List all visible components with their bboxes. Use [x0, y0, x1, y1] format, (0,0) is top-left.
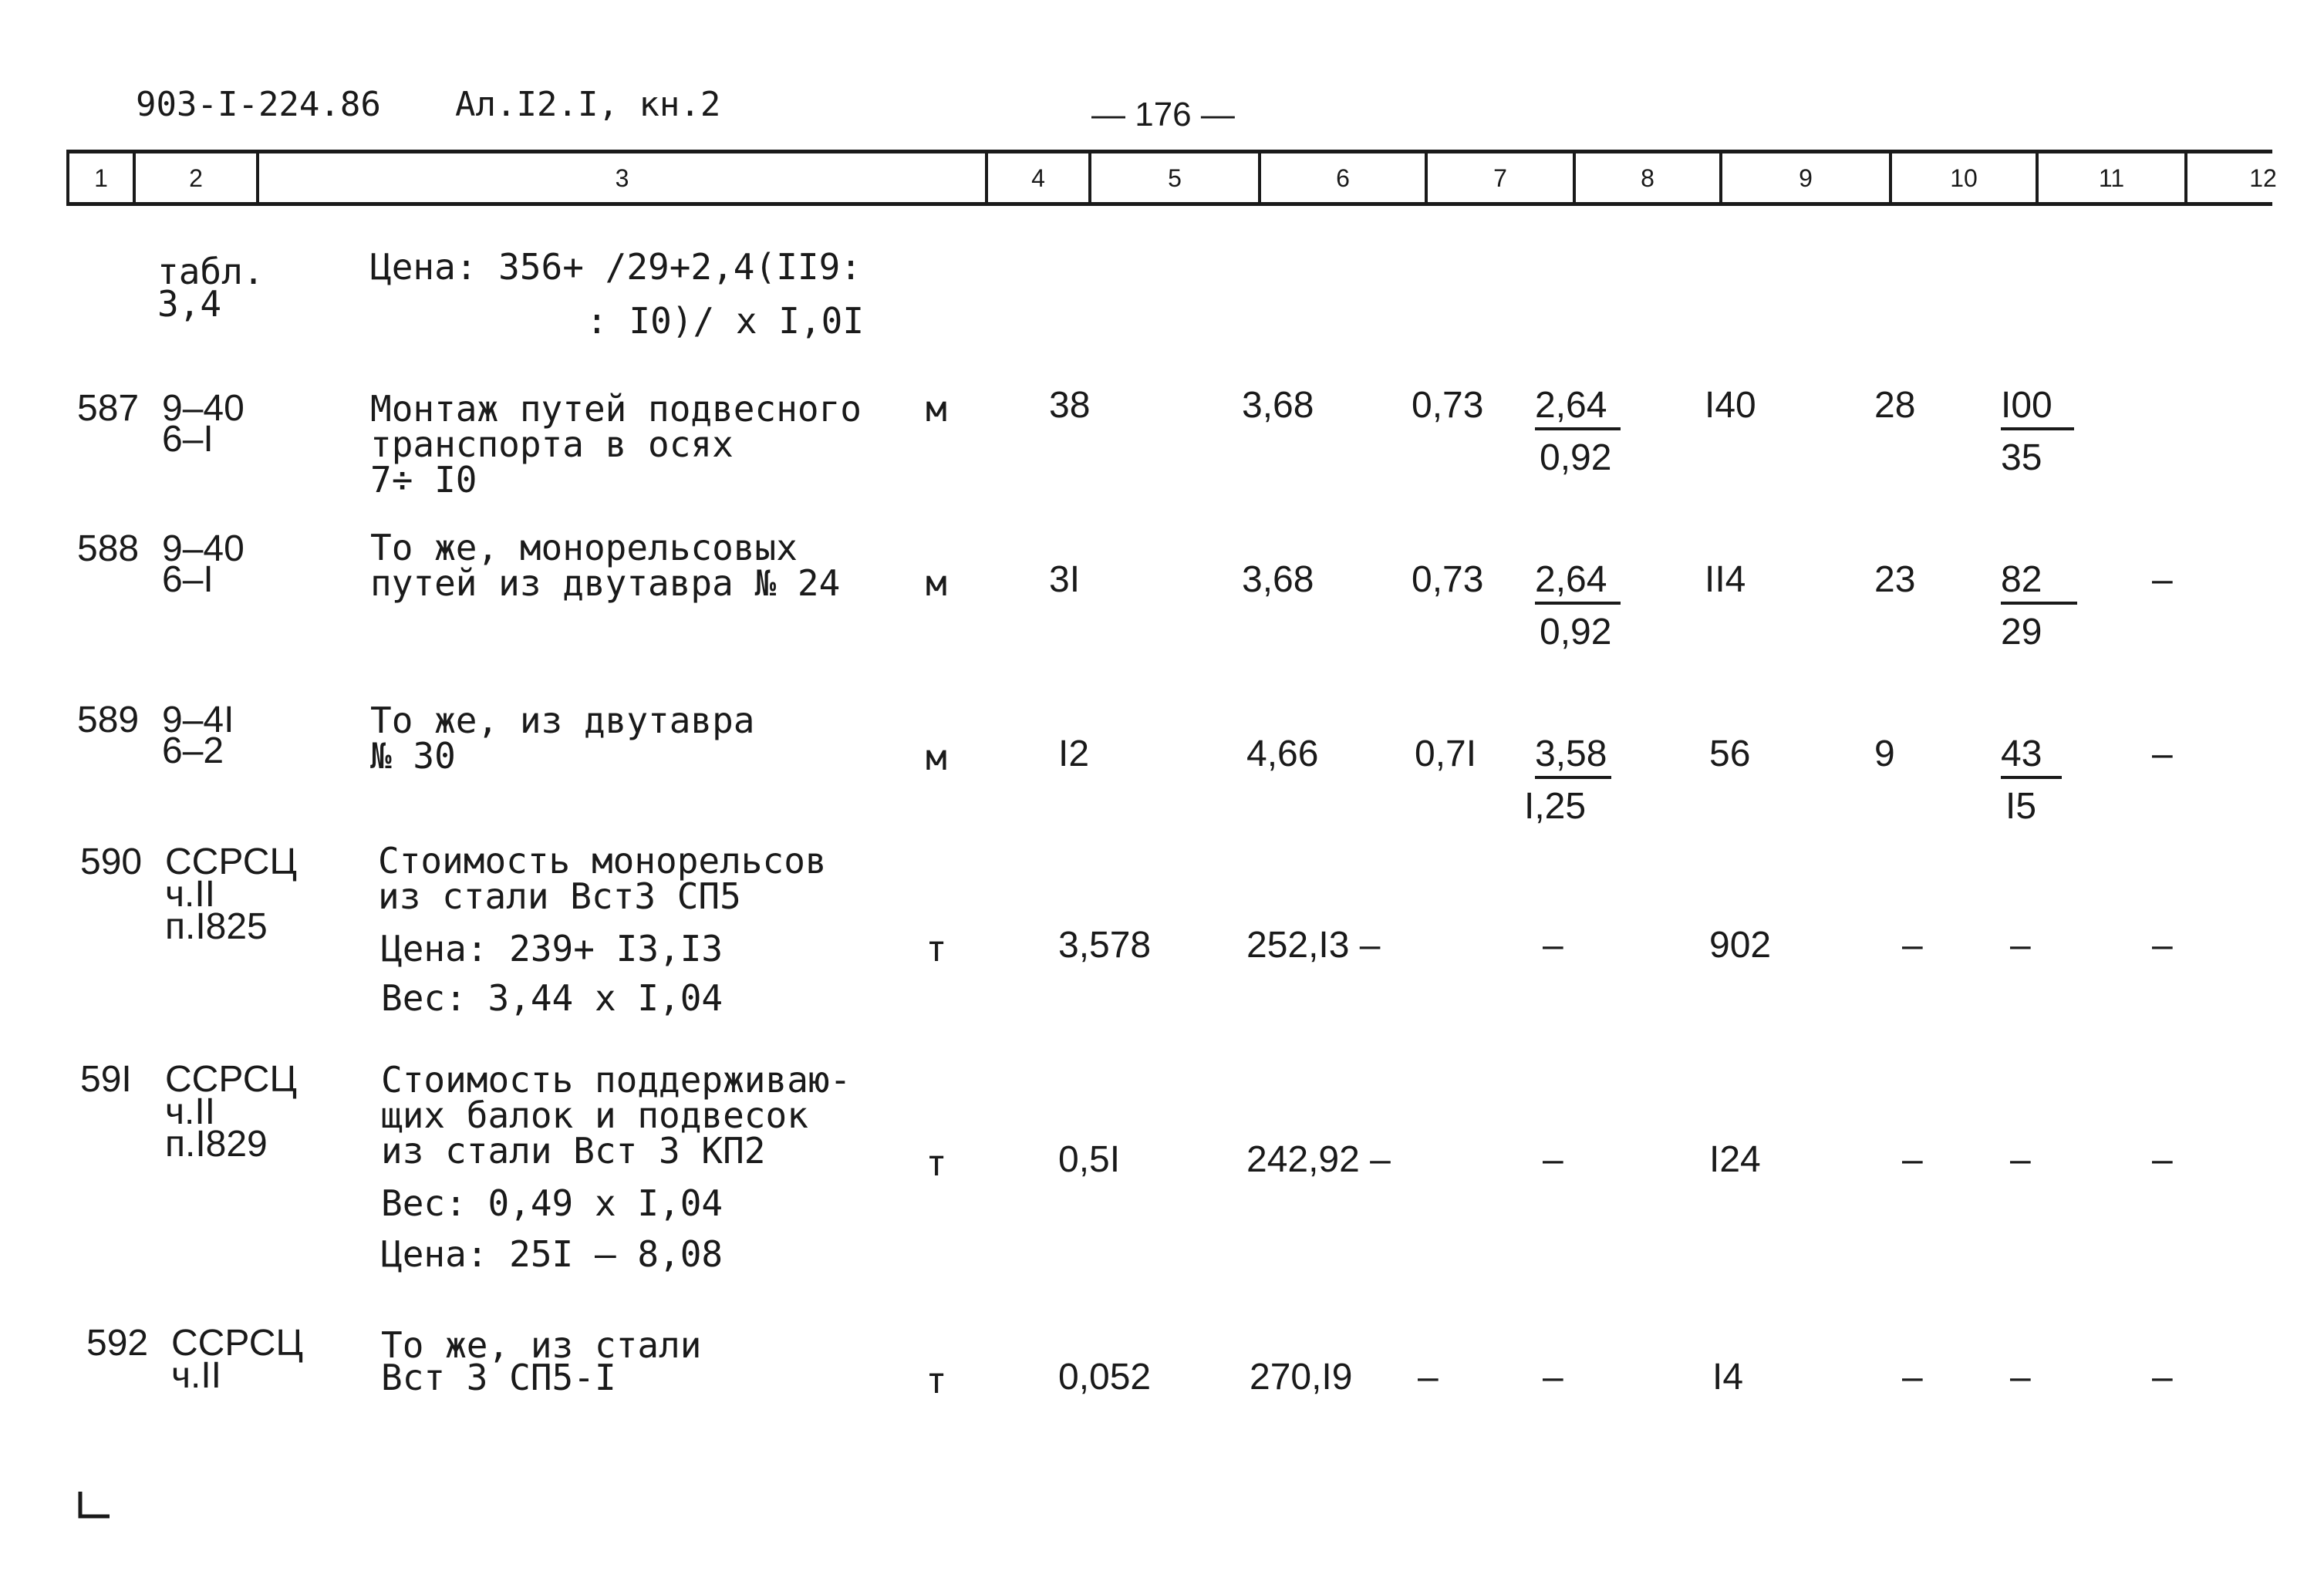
row-description-line: Цена: 25I – 8,08: [381, 1233, 724, 1275]
row-col8-denominator: 0,92: [1540, 612, 1612, 652]
row-number: 589: [77, 700, 140, 740]
page-number: — 176 —: [1091, 96, 1235, 133]
row-col12: –: [2152, 1139, 2173, 1180]
fraction-numerator: 2,64: [1535, 387, 1621, 430]
document-code: 903-I-224.86: [136, 85, 381, 124]
row-col12: –: [2152, 1357, 2173, 1398]
row-description-line: транспорта в осях: [370, 423, 734, 465]
corner-mark-icon: [77, 1490, 114, 1521]
row-col6: 3,68: [1242, 385, 1314, 426]
row-quantity: 0,052: [1058, 1357, 1152, 1398]
row-description-line: Цена: 239+ I3,I3: [381, 928, 724, 969]
row-description-line: Вст 3 СП5-I: [381, 1357, 616, 1398]
row-col9: 902: [1709, 925, 1772, 966]
preamble-text-line: Цена: 356+ /29+2,4(II9:: [370, 246, 862, 288]
row-description-line: Вес: 3,44 х I,04: [381, 977, 724, 1019]
row-description-line: путей из двутавра № 24: [370, 562, 841, 604]
row-col10: 28: [1874, 385, 1916, 426]
row-col11-numerator: [2001, 387, 2074, 430]
row-col8-numerator: [1535, 561, 1621, 605]
row-col8-denominator: I,25: [1524, 786, 1587, 827]
row-col9: I4: [1712, 1357, 1744, 1398]
row-unit: м: [926, 737, 947, 778]
fraction-numerator: 82: [2001, 561, 2077, 605]
row-col9: II4: [1705, 559, 1746, 600]
column-number: 5: [1088, 153, 1258, 204]
row-col9: 56: [1709, 733, 1751, 774]
row-code-line: ч.II: [171, 1355, 222, 1396]
row-col7: 0,7I: [1415, 733, 1477, 774]
row-col11-numerator: [2001, 733, 2062, 779]
row-number: 588: [77, 528, 140, 569]
row-col12: –: [2152, 925, 2173, 966]
row-description-line: То же, из двутавра: [370, 700, 755, 741]
row-code-line: п.I829: [165, 1124, 268, 1165]
row-code-line: ч.II: [165, 874, 216, 915]
row-col8-denominator: 0,92: [1540, 437, 1612, 478]
preamble-code-line: табл.: [157, 251, 265, 292]
column-number-header: [66, 153, 2277, 204]
row-code-line: 9–40: [162, 528, 245, 569]
row-code-line: ч.II: [165, 1091, 216, 1132]
row-description-line: Стоимость монорельсов: [378, 840, 827, 882]
row-col6: 3,68: [1242, 559, 1314, 600]
row-col9: I24: [1709, 1139, 1761, 1180]
row-col8: –: [1543, 1357, 1563, 1398]
row-quantity: 3I: [1049, 559, 1081, 600]
column-number: 11: [2036, 153, 2184, 204]
row-col10: –: [1902, 925, 1923, 966]
row-number: 59I: [80, 1059, 132, 1100]
row-col7: 0,73: [1412, 559, 1484, 600]
row-col11-denominator: 29: [2001, 612, 2042, 652]
row-description-line: Монтаж путей подвесного: [370, 388, 862, 430]
row-col10: 9: [1874, 733, 1895, 774]
column-number: 6: [1258, 153, 1425, 204]
row-col11-numerator: [2001, 561, 2077, 605]
preamble-code-line: 3,4: [157, 283, 222, 325]
row-quantity: 3,578: [1058, 925, 1152, 966]
column-number: 12: [2184, 153, 2324, 204]
row-description-line: Вес: 0,49 х I,04: [381, 1182, 724, 1224]
row-number: 587: [77, 388, 140, 429]
row-quantity: 0,5I: [1058, 1139, 1121, 1180]
row-unit: м: [926, 562, 947, 604]
row-code-line: 9–4I: [162, 700, 234, 740]
row-description-line: из стали Вст3 СП5: [378, 875, 741, 917]
column-number: 4: [985, 153, 1088, 204]
header-bottom-rule: [66, 202, 2272, 206]
row-code-line: ССРСЦ: [165, 841, 297, 882]
row-code-line: 6–I: [162, 559, 214, 600]
column-number: 8: [1573, 153, 1719, 204]
row-description-line: Стоимость поддерживаю-: [381, 1059, 852, 1101]
row-col7: –: [1418, 1357, 1439, 1398]
row-description-line: № 30: [370, 735, 456, 777]
row-col11: –: [2010, 1357, 2031, 1398]
fraction-numerator: 3,58: [1535, 736, 1611, 779]
row-unit: т: [926, 928, 947, 969]
column-number: 2: [133, 153, 256, 204]
row-col8-numerator: [1535, 733, 1611, 779]
row-col12: –: [2152, 559, 2173, 600]
row-col8-numerator: [1535, 387, 1621, 430]
row-description-line: из стали Вст 3 КП2: [381, 1130, 766, 1172]
fraction-numerator: 43: [2001, 736, 2062, 779]
row-col10: –: [1902, 1357, 1923, 1398]
row-col6: 242,92 –: [1246, 1139, 1391, 1180]
fraction-numerator: 2,64: [1535, 561, 1621, 605]
preamble-text-line: : I0)/ x I,0I: [586, 300, 865, 342]
row-number: 590: [80, 841, 143, 882]
row-code-line: ССРСЦ: [171, 1323, 303, 1364]
row-code-line: 6–2: [162, 730, 224, 771]
row-col9: I40: [1705, 385, 1756, 426]
row-description-line: 7÷ I0: [370, 459, 477, 501]
row-code-line: 9–40: [162, 388, 245, 429]
row-col6: 4,66: [1246, 733, 1319, 774]
row-code-line: ССРСЦ: [165, 1059, 297, 1100]
row-unit: м: [926, 388, 947, 430]
row-col12: –: [2152, 733, 2173, 774]
row-col6: 252,I3 –: [1246, 925, 1381, 966]
row-code-line: 6–I: [162, 419, 214, 460]
row-unit: т: [926, 1142, 947, 1184]
row-quantity: 38: [1049, 385, 1091, 426]
column-number: 10: [1889, 153, 2036, 204]
row-description-line: То же, из стали: [381, 1324, 702, 1366]
row-quantity: I2: [1058, 733, 1090, 774]
row-col10: –: [1902, 1139, 1923, 1180]
column-number: 9: [1719, 153, 1889, 204]
row-col6: 270,I9: [1250, 1357, 1353, 1398]
row-col11-denominator: I5: [2005, 786, 2037, 827]
row-unit: т: [926, 1360, 947, 1401]
row-col11-denominator: 35: [2001, 437, 2042, 478]
row-col11: –: [2010, 925, 2031, 966]
column-number: 1: [66, 153, 133, 204]
row-description-line: щих балок и подвесок: [381, 1094, 808, 1136]
column-number: 7: [1425, 153, 1573, 204]
row-description-line: То же, монорельсовых: [370, 527, 798, 568]
row-col8: –: [1543, 925, 1563, 966]
fraction-numerator: I00: [2001, 387, 2074, 430]
row-col7: 0,73: [1412, 385, 1484, 426]
row-col8: –: [1543, 1139, 1563, 1180]
row-col11: –: [2010, 1139, 2031, 1180]
column-number: 3: [256, 153, 985, 204]
row-code-line: п.I825: [165, 906, 268, 947]
row-col10: 23: [1874, 559, 1916, 600]
album-reference: Ал.I2.I, кн.2: [455, 85, 721, 124]
row-number: 592: [86, 1323, 149, 1364]
